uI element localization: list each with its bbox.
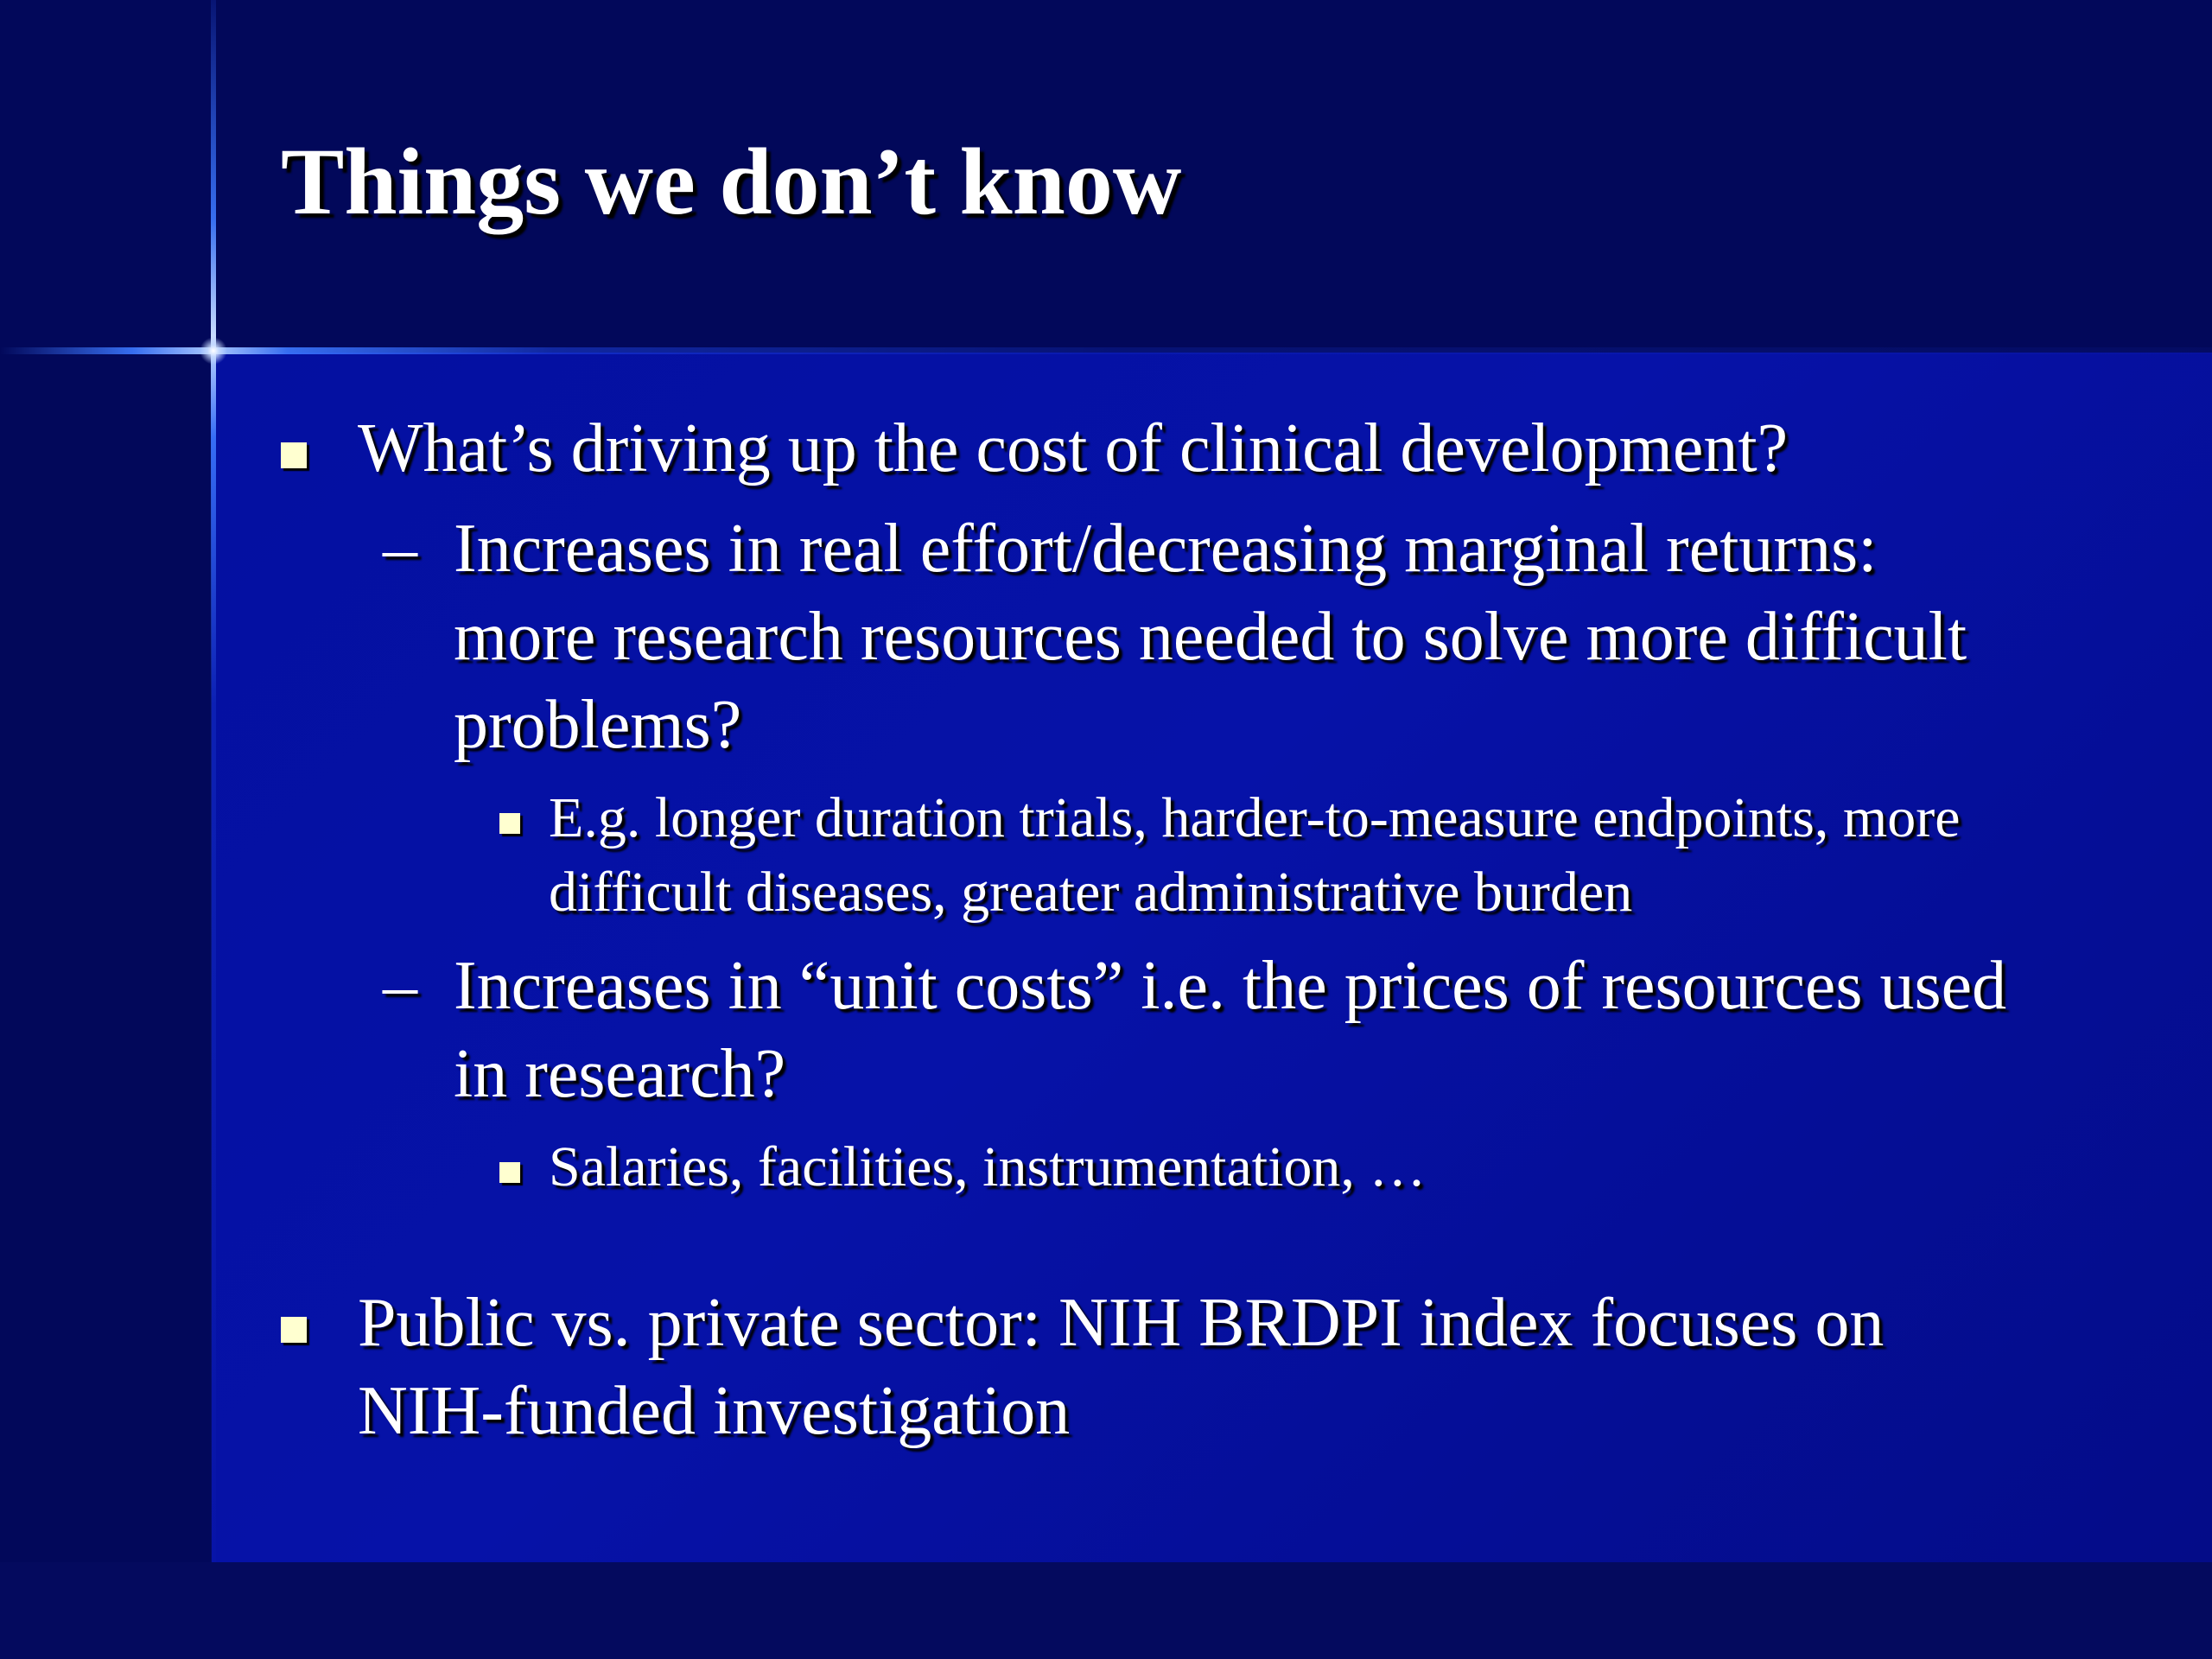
bullet-text: Public vs. private sector: NIH BRDPI index focuses on NIH-funded investigation <box>358 1285 1885 1449</box>
sub-bullet-text: Increases in “unit costs” i.e. the prices of resources used in research? <box>454 948 2007 1112</box>
detail-bullet-resources <box>281 1130 2009 1205</box>
vertical-light-line <box>211 0 216 1562</box>
light-flare <box>200 337 227 365</box>
square-bullet-icon <box>281 442 307 468</box>
bullet-item-cost-drivers <box>281 404 2009 493</box>
square-bullet-icon <box>499 813 520 834</box>
dash-marker: – <box>383 948 417 1024</box>
dash-marker: – <box>383 511 417 587</box>
square-bullet-icon <box>281 1317 307 1343</box>
square-bullet-icon <box>499 1162 520 1183</box>
detail-text: Salaries, facilities, instrumentation, … <box>549 1135 1427 1198</box>
slide-title: Things we don’t know <box>281 129 1182 234</box>
bottom-band <box>0 1562 2212 1659</box>
detail-text: E.g. longer duration trials, harder-to-measure endpoints, more difficult diseases, greater administrative burden <box>549 786 1961 924</box>
bullet-item-public-private <box>281 1279 2009 1455</box>
sub-bullet-unit-costs <box>281 942 2009 1118</box>
detail-bullet-examples <box>281 781 2009 930</box>
bullet-text: What’s driving up the cost of clinical development? <box>358 410 1789 486</box>
horizontal-light-line <box>0 347 2212 354</box>
bullet-list <box>281 404 2009 1455</box>
sub-bullet-real-effort <box>281 505 2009 769</box>
sub-bullet-text: Increases in real effort/decreasing marginal returns: more research resources needed to solve more difficult problems? <box>454 511 1967 763</box>
